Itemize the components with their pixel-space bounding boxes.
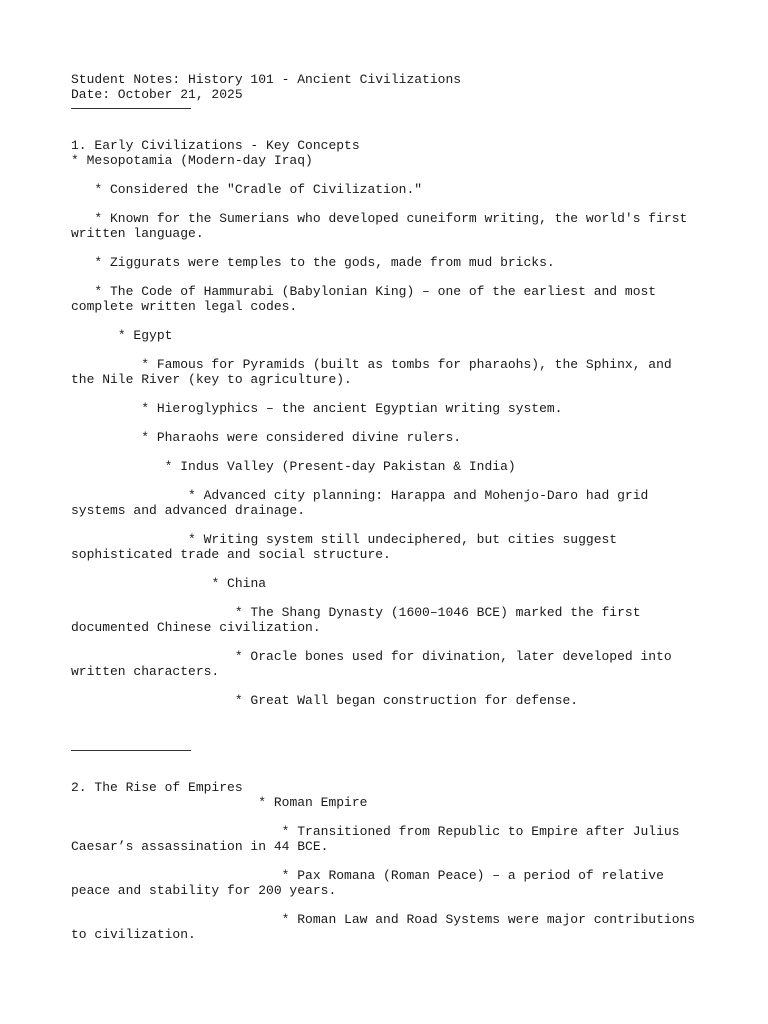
note-item: * Ziggurats were temples to the gods, made from mud bricks. [71,255,555,270]
note-item: * Egypt [71,328,173,343]
note-item: * Famous for Pyramids (built as tombs for pharaohs), the Sphinx, and the Nile River (key to agriculture). [71,357,680,387]
note-item: * Mesopotamia (Modern-day Iraq) [71,153,313,168]
note-item: * Roman Empire [71,795,368,810]
note-item: * Considered the "Cradle of Civilization." [71,182,423,197]
note-item: * Writing system still undeciphered, but cities suggest sophisticated trade and social structure. [71,532,625,562]
note-item: * Advanced city planning: Harappa and Mohenjo-Daro had grid systems and advanced drainage. [71,488,657,518]
note-item: * Known for the Sumerians who developed cuneiform writing, the world's first written language. [71,211,696,241]
note-item: * Pax Romana (Roman Peace) – a period of relative peace and stability for 200 years. [71,868,672,898]
note-item: * Pharaohs were considered divine rulers. [71,430,462,445]
note-item: * Hieroglyphics – the ancient Egyptian writing system. [71,401,563,416]
section-1-heading: 1. Early Civilizations - Key Concepts [71,138,360,153]
document-title: Student Notes: History 101 - Ancient Civilizations [71,72,462,87]
note-item: * Indus Valley (Present-day Pakistan & India) [71,459,516,474]
note-item: * The Shang Dynasty (1600–1046 BCE) marked the first documented Chinese civilization. [71,605,649,635]
note-item: * Oracle bones used for divination, later developed into written characters. [71,649,680,679]
note-item: * The Code of Hammurabi (Babylonian King) – one of the earliest and most complete written legal codes. [71,284,664,314]
note-item: * China [71,576,267,591]
note-item: * Transitioned from Republic to Empire after Julius Caesar’s assassination in 44 BCE. [71,824,688,854]
note-item: * Roman Law and Road Systems were major contributions to civilization. [71,912,703,942]
section-2-heading: 2. The Rise of Empires [71,780,243,795]
note-item: * Great Wall began construction for defense. [71,693,579,708]
document-date: Date: October 21, 2025 [71,87,243,102]
